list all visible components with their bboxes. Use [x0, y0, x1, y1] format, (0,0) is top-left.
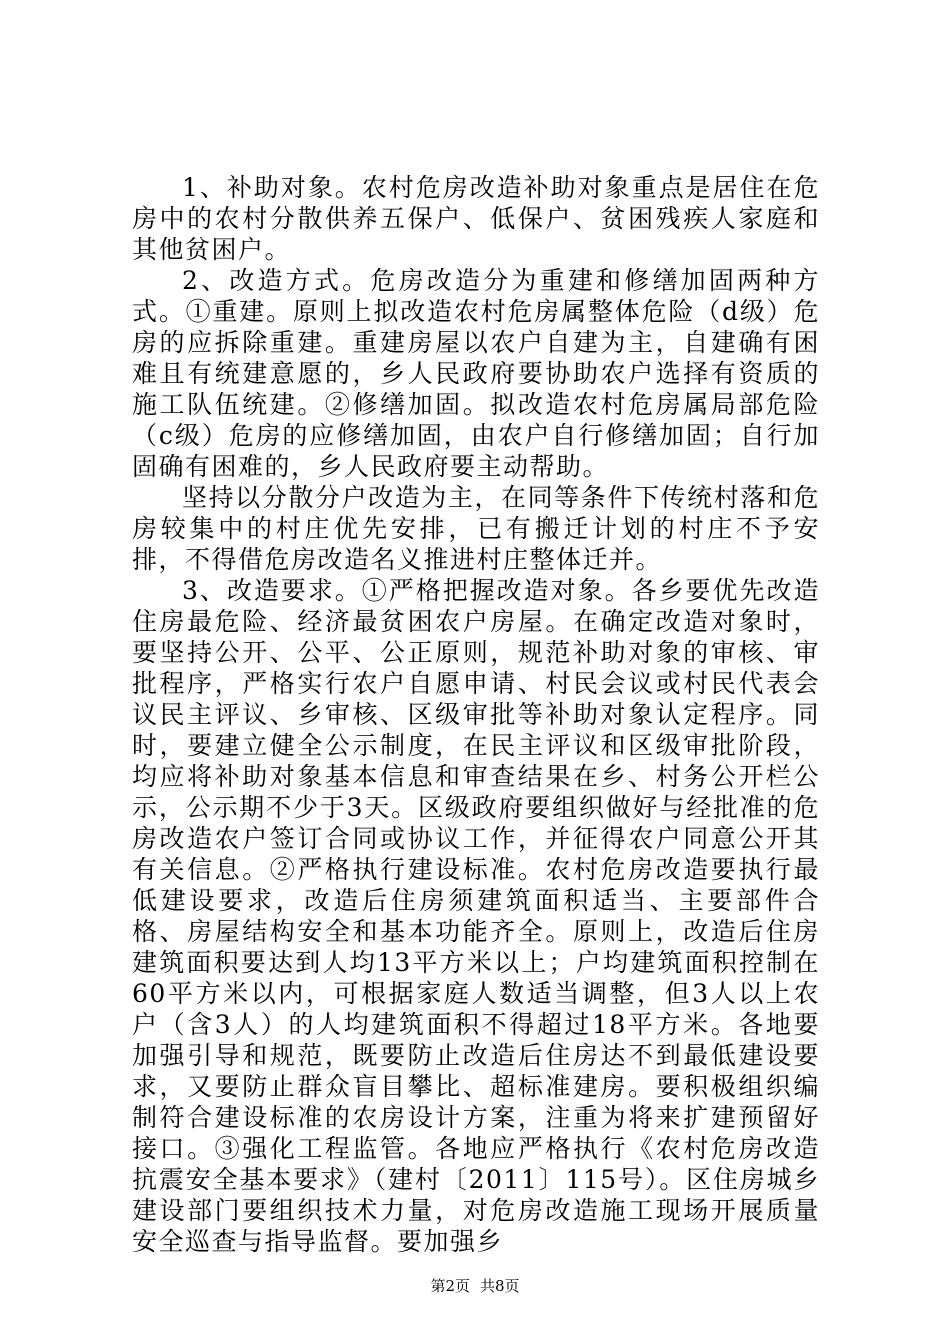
paragraph-dispersed-renovation: 坚持以分散分户改造为主，在同等条件下传统村落和危房较集中的村庄优先安排，已有搬迁计划的村庄不予安排，不得借危房改造名义推进村庄整体迁并。 [132, 483, 820, 574]
page-footer [0, 1277, 950, 1295]
page-number-total: 共8页 [480, 1277, 520, 1295]
document-body [132, 172, 820, 1257]
paragraph-renovation-methods: 2、改造方式。危房改造分为重建和修缮加固两种方式。①重建。原则上拟改造农村危房属整体危险（d级）危房的应拆除重建。重建房屋以农户自建为主，自建确有困难且有统建意愿的，乡人民政府要协助农户选择有资质的施工队伍统建。②修缮加固。拟改造农村危房属局部危险（c级）危房的应修缮加固，由农户自行修缮加固；自行加固确有困难的，乡人民政府要主动帮助。 [132, 266, 820, 481]
paragraph-subsidy-targets: 1、补助对象。农村危房改造补助对象重点是居住在危房中的农村分散供养五保户、低保户、贫困残疾人家庭和其他贫困户。 [132, 173, 820, 264]
paragraph-renovation-requirements: 3、改造要求。①严格把握改造对象。各乡要优先改造住房最危险、经济最贫困农户房屋。在确定改造对象时，要坚持公开、公平、公正原则，规范补助对象的审核、审批程序，严格实行农户自愿申请、村民会议或村民代表会议民主评议、乡审核、区级审批等补助对象认定程序。同时，要建立健全公示制度，在民主评议和区级审批阶段，均应将补助对象基本信息和审查结果在乡、村务公开栏公示，公示期不少于3天。区级政府要组织做好与经批准的危房改造农户签订合同或协议工作，并征得农户同意公开其有关信息。②严格执行建设标准。农村危房改造要执行最低建设要求，改造后住房须建筑面积适当、主要部件合格、房屋结构安全和基本功能齐全。原则上，改造后住房建筑面积要达到人均13平方米以上；户均建筑面积控制在60平方米以内，可根据家庭人数适当调整，但3人以上农户（含3人）的人均建筑面积不得超过18平方米。各地要加强引导和规范，既要防止改造后住房达不到最低建设要求，又要防止群众盲目攀比、超标准建房。要积极组织编制符合建设标准的农房设计方案，注重为将来扩建预留好接口。③强化工程监管。各地应严格执行《农村危房改造抗震安全基本要求》（建村〔2011〕115号）。区住房城乡建设部门要组织技术力量，对危房改造施工现场开展质量安全巡查与指导监督。要加强乡 [132, 576, 820, 1256]
page-number-current: 第2页 [430, 1277, 470, 1295]
